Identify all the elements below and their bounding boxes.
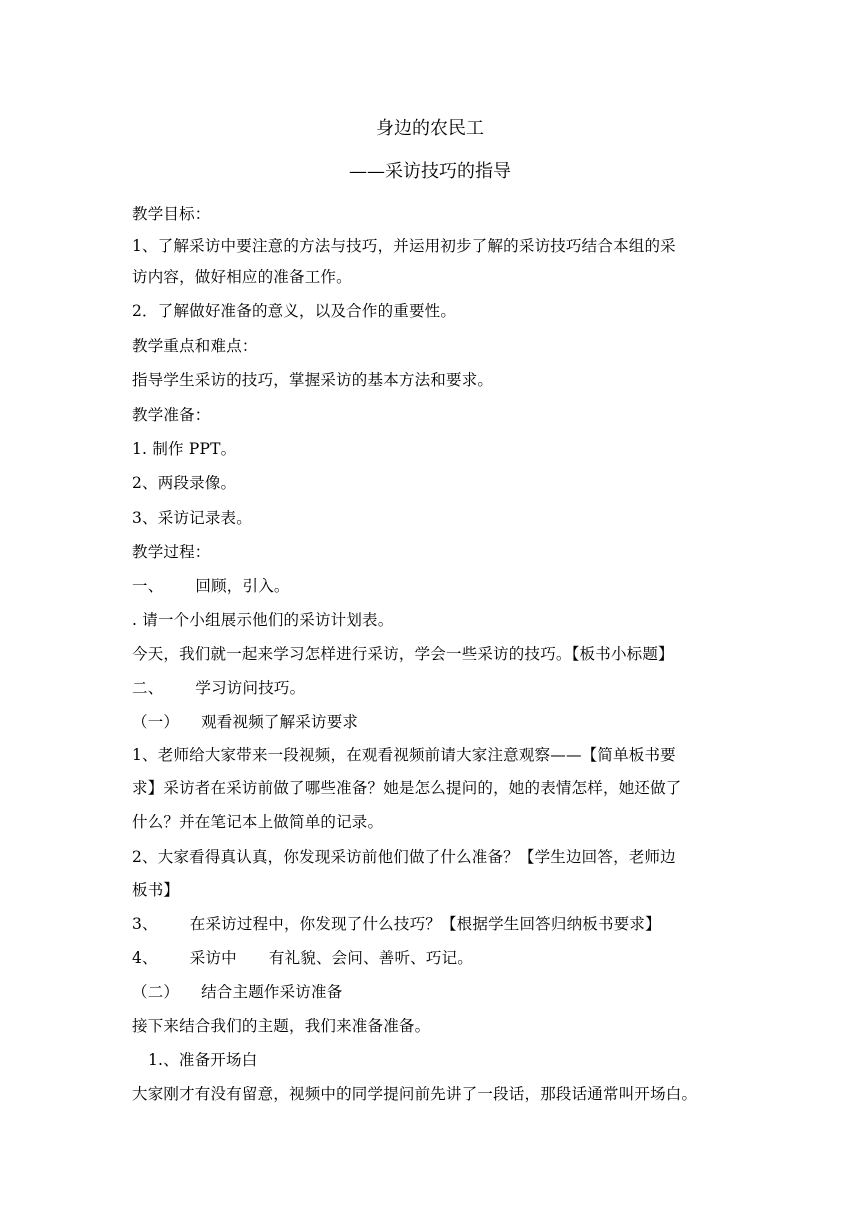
sub-step-heading (132, 981, 342, 1003)
paragraph-line: 板书】 (132, 881, 180, 899)
item-number: 3、 (132, 915, 158, 933)
document-title: 身边的农民工 (376, 118, 484, 139)
section-heading-key-points: 教学重点和难点： (132, 337, 258, 355)
section-heading-goals: 教学目标： (132, 205, 211, 223)
sub-step-number: （一） (132, 713, 180, 731)
sub-step-title: 结合主题作采访准备 (201, 983, 343, 1001)
paragraph-line: 访内容，做好相应的准备工作。 (132, 268, 352, 286)
section-heading-process: 教学过程： (132, 543, 211, 561)
sub-step-number: （二） (132, 983, 180, 1001)
item-text: 有礼貌、会问、善听、巧记。 (268, 949, 473, 967)
step-title: 回顾，引入。 (195, 577, 290, 595)
item-label: 采访中 (189, 949, 237, 967)
step-number: 二、 (132, 679, 164, 697)
paragraph-line: 指导学生采访的技巧，掌握采访的基本方法和要求。 (132, 371, 494, 389)
paragraph-line: 2、大家看得真认真，你发现采访前他们做了什么准备？【学生边回答，老师边 (132, 848, 676, 866)
sub-step-heading (132, 711, 358, 733)
paragraph-line: 今天，我们就一起来学习怎样进行采访，学会一些采访的技巧。【板书小标题】 (132, 645, 674, 663)
item-text: 在采访过程中，你发现了什么技巧？【根据学生回答归纳板书要求】 (189, 915, 661, 933)
numbered-item (132, 913, 661, 935)
paragraph-line: . 请一个小组展示他们的采访计划表。 (132, 611, 394, 629)
paragraph-line: 接下来结合我们的主题，我们来准备准备。 (132, 1017, 431, 1035)
step-heading (132, 677, 305, 699)
paragraph-line: 求】采访者在采访前做了哪些准备？她是怎么提问的，她的表情怎样，她还做了 (132, 779, 682, 797)
list-item: 2、两段录像。 (132, 474, 237, 492)
document-subtitle: ——采访技巧的指导 (349, 161, 511, 182)
paragraph-line: 什么？并在笔记本上做简单的记录。 (132, 813, 384, 831)
section-heading-preparation: 教学准备： (132, 406, 211, 424)
numbered-item (132, 947, 473, 969)
numbered-item: 1.、准备开场白 (148, 1051, 258, 1069)
list-item: 3、采访记录表。 (132, 509, 252, 527)
step-number: 一、 (132, 577, 164, 595)
sub-step-title: 观看视频了解采访要求 (201, 713, 359, 731)
step-heading (132, 575, 290, 597)
paragraph-line: 大家刚才有没有留意，视频中的同学提问前先讲了一段话，那段话通常叫开场白。 (132, 1085, 698, 1103)
list-item: 1. 制作 PPT。 (132, 440, 237, 458)
item-number: 4、 (132, 949, 158, 967)
step-title: 学习访问技巧。 (195, 679, 306, 697)
paragraph-line: 1、老师给大家带来一段视频，在观看视频前请大家注意观察——【简单板书要 (132, 746, 676, 764)
paragraph-line: 2．了解做好准备的意义，以及合作的重要性。 (132, 302, 457, 320)
paragraph-line: 1、了解采访中要注意的方法与技巧，并运用初步了解的采访技巧结合本组的采 (132, 237, 676, 255)
